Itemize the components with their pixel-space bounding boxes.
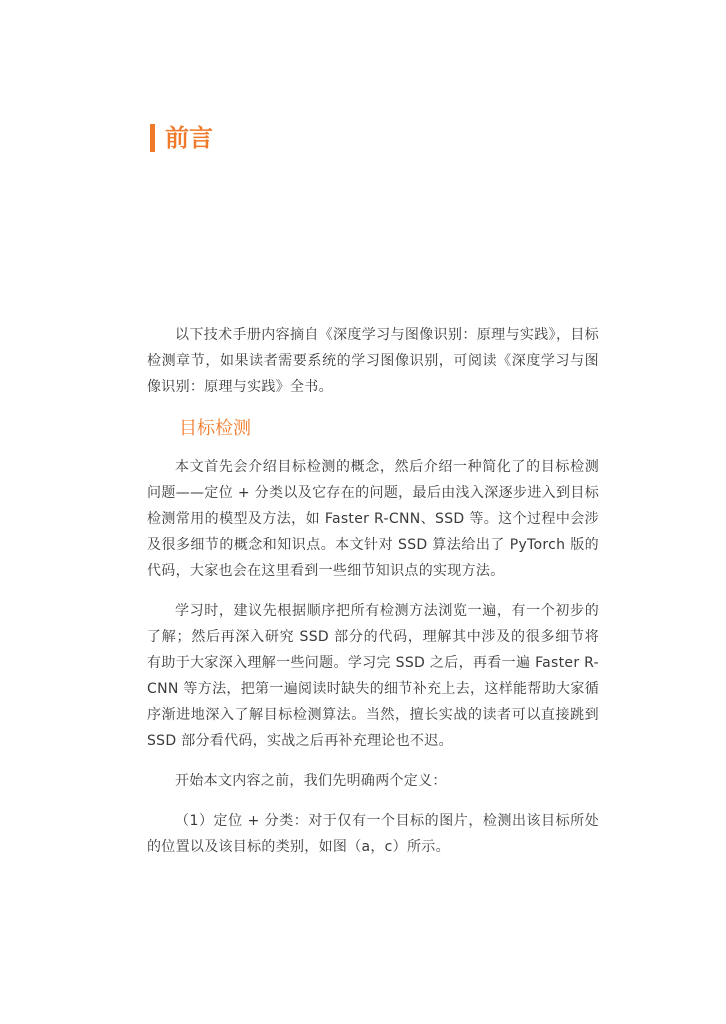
title-accent-bar: [150, 124, 155, 152]
body-paragraph-2: 学习时，建议先根据顺序把所有检测方法浏览一遍，有一个初步的了解；然后再深入研究 SSD 部分的代码，理解其中涉及的很多细节将有助于大家深入理解一些问题。学习完 SSD 之后，再看一遍 Faster R-CNN 等方法，把第一遍阅读时缺失的细节补充上去，这样能帮助大家循序渐进地深入了解目标检测算法。当然，擅长实战的读者可以直接跳到 SSD 部分看代码，实战之后再补充理论也不迟。: [147, 603, 599, 749]
page-title-block: [150, 122, 213, 154]
document-body: [147, 322, 599, 874]
intro-paragraph: 以下技术手册内容摘自《深度学习与图像识别：原理与实践》，目标检测章节，如果读者需要系统的学习图像识别，可阅读《深度学习与图像识别：原理与实践》全书。: [147, 327, 599, 395]
body-paragraph-3: 开始本文内容之前，我们先明确两个定义：: [175, 773, 447, 789]
page-title: 前言: [165, 124, 213, 152]
body-paragraph-4: （1）定位 + 分类：对于仅有一个目标的图片，检测出该目标所处的位置以及该目标的类别，如图（a，c）所示。: [147, 813, 599, 855]
body-paragraph-1: 本文首先会介绍目标检测的概念，然后介绍一种简化了的目标检测问题——定位 + 分类以及它存在的问题，最后由浅入深逐步进入到目标检测常用的模型及方法，如 Faster R-CNN、SSD 等。这个过程中会涉及很多细节的概念和知识点。本文针对 SSD 算法给出了 PyTorch 版的代码，大家也会在这里看到一些细节知识点的实现方法。: [147, 459, 599, 579]
section-heading: 目标检测: [179, 418, 251, 439]
